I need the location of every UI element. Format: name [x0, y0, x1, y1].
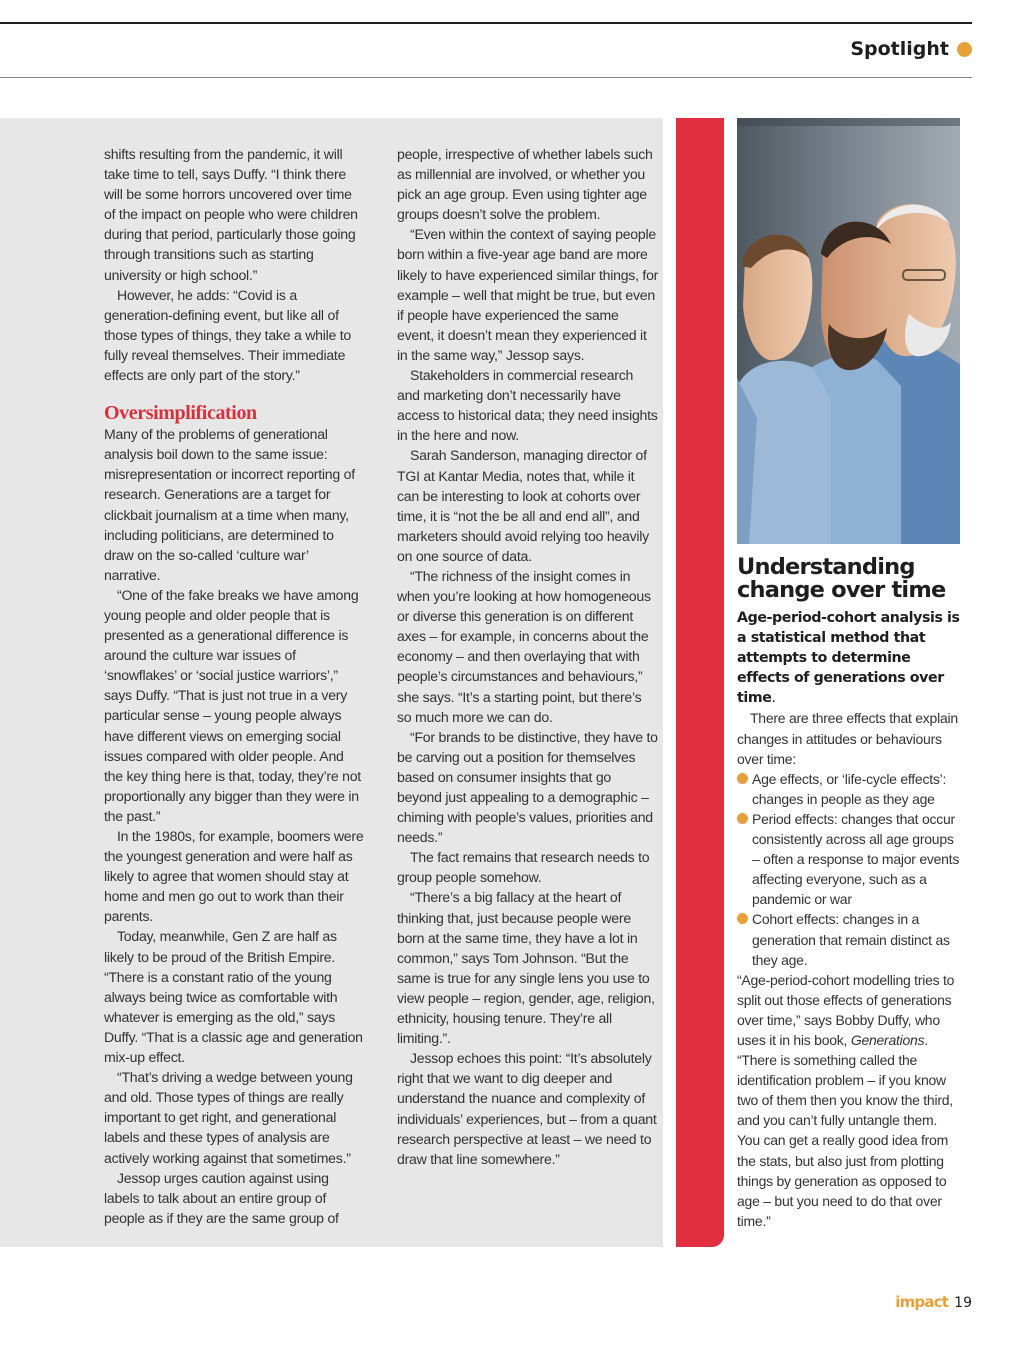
paragraph: Jessop urges caution against using labels to talk about an entire group of people as if they are the same group of	[104, 1169, 339, 1226]
paragraph: Many of the problems of generational analysis boil down to the same issue: misrepresentation or incorrect reporting of research. Generations are a target for clickbait journalism at a time when many, including politicians, are determined to draw on the so-called ‘culture war’ narrative.	[104, 426, 355, 583]
paragraph: “One of the fake breaks we have among young people and older people that is presented as a generational difference is around the culture war issues of ‘snowflakes’ or ‘social justice warriors’,” says Duffy. “That is just not true in a very particular sense – young people always have different views on emerging social issues compared with older people. And the key thing here is that, today, they’re not proportionally any bigger than they were in the past.”	[104, 586, 361, 824]
sidebar-intro-end: .	[771, 690, 776, 707]
book-title: Generations	[850, 1031, 925, 1048]
sidebar-lead: There are three effects that explain changes in attitudes or behaviours over time:	[737, 710, 958, 767]
paragraph: people, irrespective of whether labels such as millennial are involved, or whether you pick an age group. Even using tighter age groups doesn’t solve the problem.	[397, 146, 653, 223]
paragraph: Sarah Sanderson, managing director of TGI at Kantar Media, notes that, while it can be interesting to look at cohorts over time, it is “not the be all and end all”, and marketers should avoid relying too heavily on one source of data.	[397, 447, 649, 564]
paragraph: shifts resulting from the pandemic, it will take time to tell, says Duffy. “I think there will be some horrors uncovered over time of the impact on people who were children during that period, particularly those going through transitions such as starting university or high school.”	[104, 146, 358, 283]
sidebar-body	[737, 708, 963, 1230]
paragraph: Stakeholders in commercial research and marketing don’t necessarily have access to historical data; they need insights in the here and now.	[397, 367, 658, 444]
effects-list	[737, 769, 963, 970]
subheading: Oversimplification	[104, 402, 257, 425]
paragraph: “There’s a big fallacy at the heart of thinking that, just because people were born at the same time, they have a lot in common,” says Tom Johnson. “But the same is true for any single lens you use to view people – region, gender, age, religion, ethnicity, housing tenure. They’re all limiting.”.	[397, 889, 655, 1047]
page-footer	[895, 1293, 972, 1311]
photo-illustration	[737, 118, 960, 544]
article-column-2	[397, 144, 659, 1169]
paragraph: In the 1980s, for example, boomers were the youngest generation and were half as likely to agree that women should stay at home and men go out to work than their parents.	[104, 828, 364, 925]
paragraph: “For brands to be distinctive, they have to be carving out a position for themselves based on consumer insights that go beyond just appealing to a demographic – chiming with people’s values, priorities and needs.”	[397, 728, 658, 846]
quote-start: “Age-period-cohort modelling tries to split out those effects of generations over time,” says Bobby Duffy, who uses it in his book,	[737, 971, 955, 1048]
list-item: Period effects: changes that occur consistently across all age groups – often a response to major events affecting everyone, such as a pandemic or war	[737, 809, 963, 909]
sidebar-quote	[737, 970, 963, 1231]
sidebar-intro-text: Age-period-cohort analysis is a statistical method that attempts to determine effects of generations over time	[737, 610, 960, 707]
accent-bar	[676, 118, 724, 1247]
paragraph: “That’s driving a wedge between young and old. Those types of things are really important to get right, and generational labels and these types of analysis are actively working against that sometimes.”	[104, 1069, 353, 1166]
section-label	[850, 38, 972, 60]
brand-logo: impact	[895, 1293, 949, 1311]
sidebar	[737, 556, 963, 1231]
paragraph: Jessop echoes this point: “It’s absolutely right that we want to dig deeper and understand the nuance and complexity of individuals’ experiences, but – from a quant research perspective at least – we need to draw that line somewhere.”	[397, 1050, 657, 1167]
quote-end: . “There is something called the identification problem – if you know two of them then you know the third, and you can’t fully untangle them. You can get a really good idea from the stats, but also just from plotting things by generation as opposed to age – but you need to do that over time.”	[737, 1031, 953, 1229]
list-item: Age effects, or ‘life-cycle effects’: changes in people as they age	[737, 769, 963, 809]
header-rule	[0, 77, 972, 78]
article-column-1	[104, 144, 366, 1228]
list-item: Cohort effects: changes in a generation that remain distinct as they age.	[737, 909, 963, 969]
paragraph: Today, meanwhile, Gen Z are half as likely to be proud of the British Empire. “There is a constant ratio of the young always being twice as comfortable with whatever is emerging as the old,” says Duffy. “That is a classic age and generation mix-up effect.	[104, 928, 363, 1066]
sidebar-intro	[737, 608, 963, 708]
section-dot-icon	[957, 42, 972, 57]
sidebar-title: Understanding change over time	[737, 554, 946, 603]
paragraph: “Even within the context of saying people born within a five-year age band are more likely to have experienced similar things, for example – well that might be true, but even if people have experienced the same event, it doesn’t mean they experienced it in the same way,” Jessop says.	[397, 226, 659, 363]
generations-photo	[737, 118, 960, 544]
paragraph: “The richness of the insight comes in when you’re looking at how homogeneous or diverse this generation is on different axes – for example, in concerns about the economy – and then overlaying that with people’s circumstances and behaviours,” she says. “It’s a starting point, but there’s so much more we can do.	[397, 567, 651, 725]
paragraph: However, he adds: “Covid is a generation-defining event, but like all of those types of things, they take a while to fully reveal themselves. Their immediate effects are only part of the story.”	[104, 286, 352, 384]
section-title: Spotlight	[850, 38, 949, 60]
paragraph: The fact remains that research needs to group people somehow.	[397, 849, 650, 886]
page-number: 19	[954, 1295, 972, 1311]
top-rule	[0, 22, 972, 24]
